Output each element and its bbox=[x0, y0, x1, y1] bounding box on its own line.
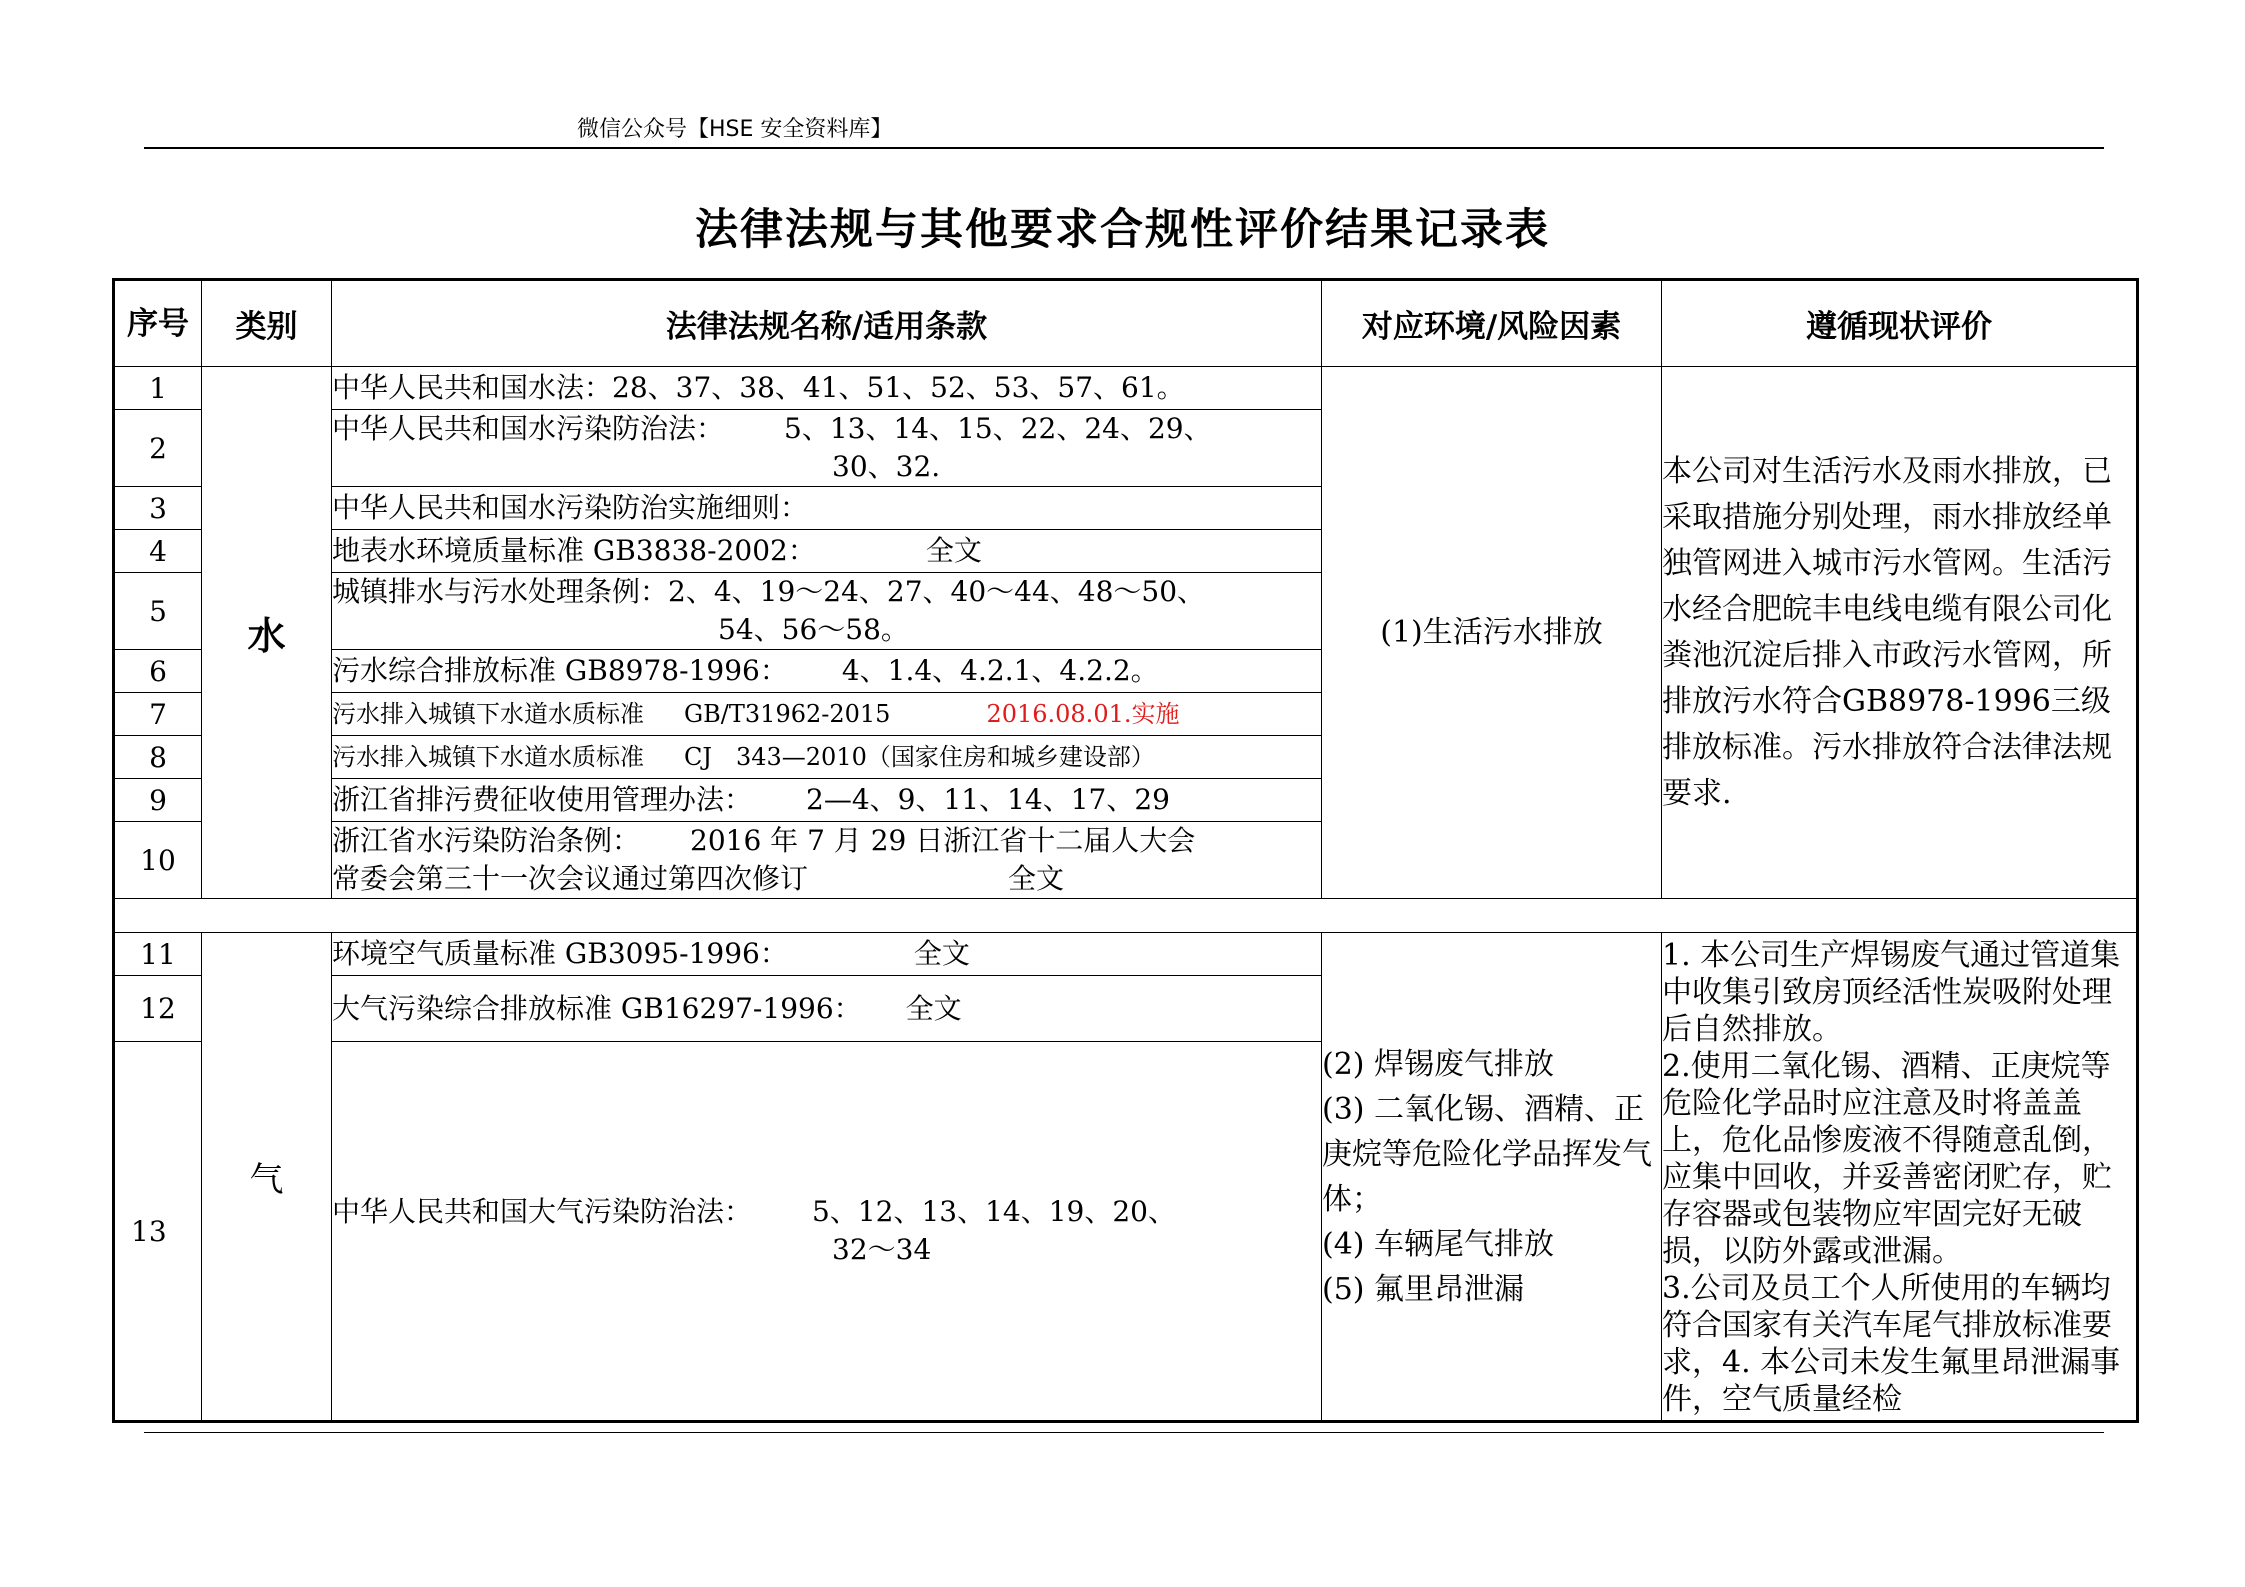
law-clauses-cont: 54、56～58。 bbox=[718, 613, 909, 646]
section-spacer bbox=[114, 899, 2138, 933]
header-rule bbox=[144, 147, 2104, 149]
law-clauses: 2016 年 7 月 29 日浙江省十二届人大会 bbox=[690, 824, 1196, 857]
effective-date-note: 2016.08.01.实施 bbox=[986, 700, 1180, 728]
law-name: 城镇排水与污水处理条例：2、4、19～24、27、40～44、48～50、 bbox=[332, 575, 1206, 608]
eval-air: 1. 本公司生产焊锡废气通过管道集中收集引致房顶经活性炭吸附处理后自然排放。 2.使用二氧化锡、酒精、正庚烷等危险化学品时应注意及时将盖盖上，危化品惨废液不得随意乱倒，应集中回收，并妥善密闭贮存，贮存容器或包装物应牢固完好无破损，以防外露或泄漏。 3.公司及员工个人所使用的车辆均符合国家有关汽车尾气排放标准要求，4. 本公司未发生氟里昂泄漏事件，空气质量经检 bbox=[1662, 933, 2138, 1422]
row-seq: 11 bbox=[114, 933, 202, 976]
law-clauses-line2: 常委会第三十一次会议通过第四次修订 bbox=[332, 862, 809, 895]
env-air bbox=[1322, 933, 1662, 1422]
env-item: (5) 氟里昂泄漏 bbox=[1322, 1271, 1525, 1307]
row-seq: 3 bbox=[114, 487, 202, 530]
row-seq: 6 bbox=[114, 650, 202, 693]
row-seq: 7 bbox=[114, 693, 202, 736]
law-clauses: 5、13、14、15、22、24、29、 bbox=[784, 412, 1212, 445]
law-clauses: 全文 bbox=[925, 534, 982, 567]
law-name: 地表水环境质量标准 GB3838-2002： bbox=[332, 534, 816, 567]
col-header-law: 法律法规名称/适用条款 bbox=[332, 280, 1322, 367]
law-clauses: 4、1.4、4.2.1、4.2.2。 bbox=[841, 654, 1159, 687]
env-water: (1)生活污水排放 bbox=[1322, 367, 1662, 899]
law-clauses: 全文 bbox=[905, 991, 962, 1025]
law-clauses-cont: 30、32. bbox=[832, 450, 941, 483]
law-name: 中华人民共和国大气污染防治法： bbox=[332, 1195, 753, 1228]
law-cell bbox=[332, 410, 1322, 487]
table-header-row bbox=[114, 280, 2138, 367]
header-source: 微信公众号【HSE 安全资料库】 bbox=[577, 117, 893, 142]
law-clauses: 2—4、9、11、14、17、29 bbox=[806, 783, 1170, 816]
law-code: GB/T31962-2015 bbox=[684, 700, 891, 728]
law-cell bbox=[332, 822, 1322, 899]
law-cell: 中华人民共和国水法：28、37、38、41、51、52、53、57、61。 bbox=[332, 367, 1322, 410]
spacer-cell bbox=[114, 899, 2138, 933]
law-name: 环境空气质量标准 GB3095-1996： bbox=[332, 937, 788, 970]
row-seq: 13 bbox=[114, 1042, 202, 1422]
law-cell bbox=[332, 933, 1322, 976]
law-name: 浙江省排污费征收使用管理办法： bbox=[332, 783, 753, 816]
row-seq: 4 bbox=[114, 530, 202, 573]
row-seq: 10 bbox=[114, 822, 202, 899]
eval-water: 本公司对生活污水及雨水排放，已采取措施分别处理，雨水排放经单独管网进入城市污水管网。生活污水经合肥皖丰电线电缆有限公司化粪池沉淀后排入市政污水管网，所排放污水符合GB8978-1996三级排放标准。污水排放符合法律法规要求. bbox=[1662, 367, 2138, 899]
category-water: 水 bbox=[202, 367, 332, 899]
col-header-env: 对应环境/风险因素 bbox=[1322, 280, 1662, 367]
category-air: 气 bbox=[202, 933, 332, 1422]
law-cell bbox=[332, 736, 1322, 779]
law-code: CJ 343—2010（国家住房和城乡建设部） bbox=[684, 743, 1155, 771]
row-seq: 9 bbox=[114, 779, 202, 822]
col-header-seq: 序号 bbox=[114, 280, 202, 367]
page-title: 法律法规与其他要求合规性评价结果记录表 bbox=[695, 205, 1550, 255]
law-name: 浙江省水污染防治条例： bbox=[332, 824, 641, 857]
row-seq: 2 bbox=[114, 410, 202, 487]
law-cell bbox=[332, 693, 1322, 736]
law-name: 污水综合排放标准 GB8978-1996： bbox=[332, 654, 788, 687]
law-cell bbox=[332, 530, 1322, 573]
row-seq: 12 bbox=[114, 976, 202, 1042]
env-item: (3) 二氧化锡、酒精、正庚烷等危险化学品挥发气体； bbox=[1322, 1091, 1652, 1217]
law-name: 污水排入城镇下水道水质标准 bbox=[332, 700, 644, 728]
compliance-table bbox=[112, 278, 2139, 1423]
law-cell bbox=[332, 976, 1322, 1042]
law-clauses: 5、12、13、14、19、20、 bbox=[812, 1195, 1176, 1228]
law-name: 中华人民共和国水污染防治法： bbox=[332, 412, 725, 445]
law-cell bbox=[332, 1042, 1322, 1422]
row-seq: 1 bbox=[114, 367, 202, 410]
law-cell: 中华人民共和国水污染防治实施细则： bbox=[332, 487, 1322, 530]
law-cell bbox=[332, 650, 1322, 693]
law-clauses-cont: 32～34 bbox=[832, 1233, 932, 1266]
law-name: 大气污染综合排放标准 GB16297-1996： bbox=[332, 991, 862, 1025]
law-clauses-end: 全文 bbox=[1008, 862, 1065, 895]
table-row bbox=[114, 933, 2138, 976]
law-clauses: 全文 bbox=[913, 937, 970, 970]
law-cell bbox=[332, 779, 1322, 822]
law-cell bbox=[332, 573, 1322, 650]
env-item: (2) 焊锡废气排放 bbox=[1322, 1046, 1555, 1082]
law-name: 污水排入城镇下水道水质标准 bbox=[332, 743, 644, 771]
col-header-eval: 遵循现状评价 bbox=[1662, 280, 2138, 367]
env-item: (4) 车辆尾气排放 bbox=[1322, 1226, 1555, 1262]
row-seq: 8 bbox=[114, 736, 202, 779]
col-header-category: 类别 bbox=[202, 280, 332, 367]
footer-rule bbox=[144, 1432, 2104, 1433]
row-seq: 5 bbox=[114, 573, 202, 650]
table-row bbox=[114, 367, 2138, 410]
